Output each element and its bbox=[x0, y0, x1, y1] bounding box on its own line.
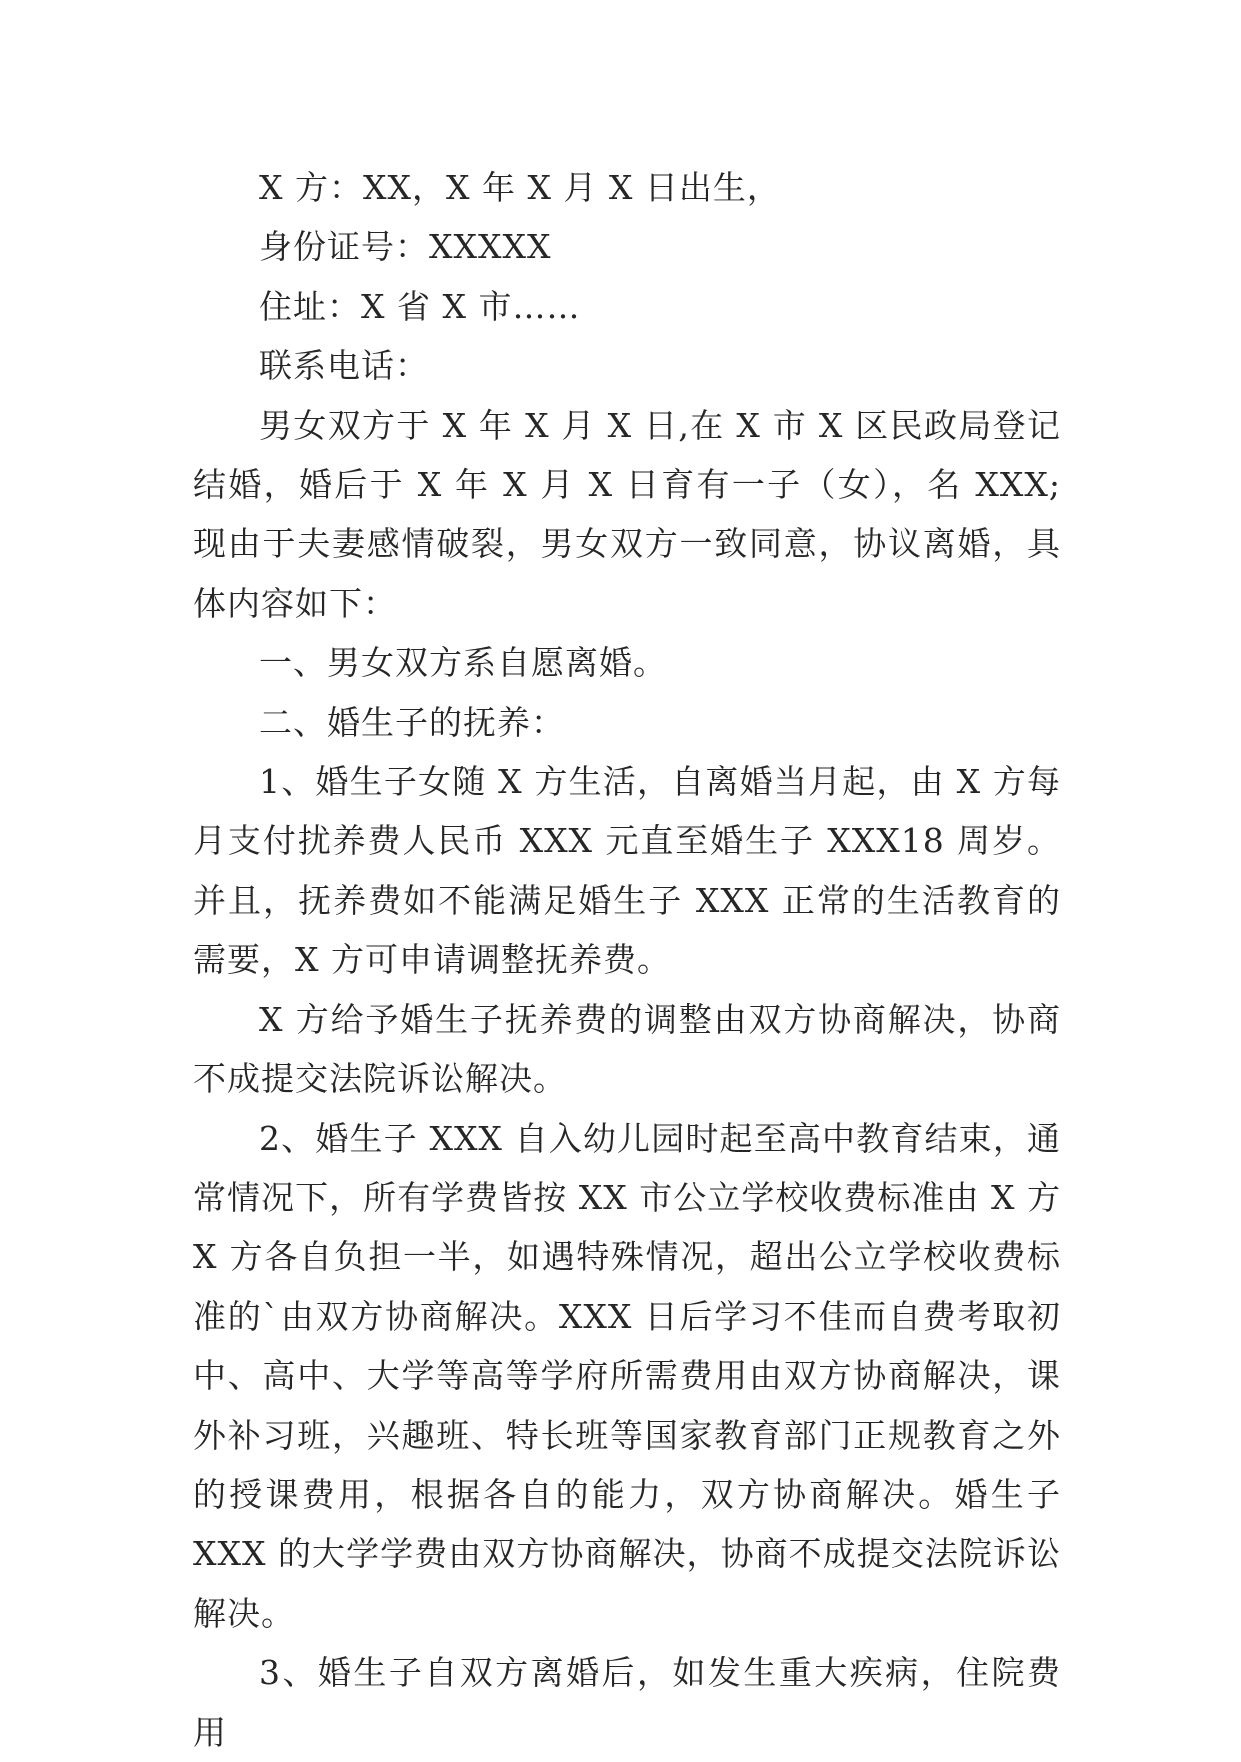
clause-voluntary-divorce: 一、男女双方系自愿离婚。 bbox=[259, 643, 667, 683]
document-body bbox=[193, 158, 1061, 1762]
child-support-paragraph: 1、婚生子女随 X 方生活，自离婚当月起，由 X 方每月支付扰养费人民币 XXX 元直至婚生子 XXX18 周岁。并且，抚养费如不能满足婚生子 XXX 正常的生活教育的需要，X 方可申请调整抚养费。 bbox=[193, 762, 1061, 980]
education-expense-paragraph: 2、婚生子 XXX 自入幼儿园时起至高中教育结束，通常情况下，所有学费皆按 XX 市公立学校收费标准由 X 方 X 方各自负担一半，如遇特殊情况，超出公立学校收费标准的`由双方协商解决。XXX 日后学习不佳而自费考取初中、高中、大学等高等学府所需费用由双方协商解决，课外补习班，兴趣班、特长班等国家教育部门正规教育之外的授课费用，根据各自的能力，双方协商解决。婚生子 XXX 的大学学费由双方协商解决，协商不成提交法院诉讼解决。 bbox=[193, 1118, 1061, 1633]
id-number-line: 身份证号：XXXXX bbox=[259, 227, 552, 267]
medical-expense-paragraph: 3、婚生子自双方离婚后，如发生重大疾病，住院费用 bbox=[193, 1653, 1061, 1752]
phone-line: 联系电话： bbox=[259, 346, 429, 386]
support-adjustment-paragraph: X 方给予婚生子抚养费的调整由双方协商解决，协商不成提交法院诉讼解决。 bbox=[193, 999, 1061, 1099]
party-info-line: X 方：XX，X 年 X 月 X 日出生， bbox=[259, 168, 781, 207]
marriage-background-paragraph: 男女双方于 X 年 X 月 X 日,在 X 市 X 区民政局登记结婚，婚后于 X 年 X 月 X 日育有一子（女），名 XXX;现由于夫妻感情破裂，男女双方一致同意，协议离婚，具体内容如下： bbox=[193, 405, 1061, 623]
clause-child-custody-heading: 二、婚生子的抚养： bbox=[259, 702, 565, 742]
address-line: 住址：X 省 X 市…… bbox=[259, 286, 581, 326]
